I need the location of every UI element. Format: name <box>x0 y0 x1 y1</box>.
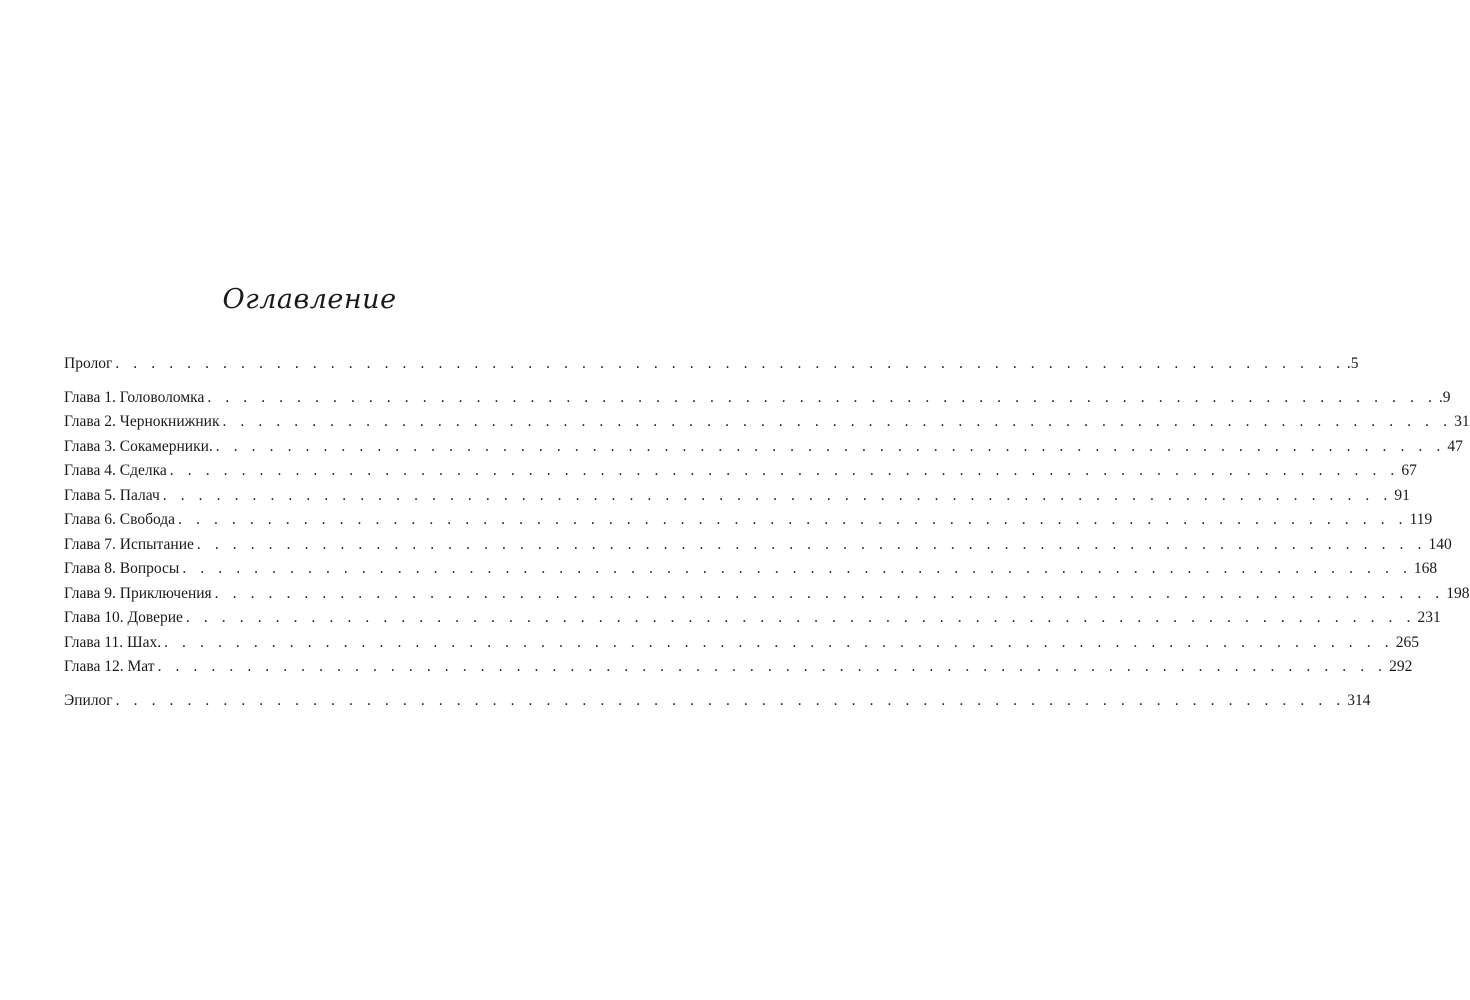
toc-entry-chapter-7 <box>64 533 1452 558</box>
toc-entry-page: 292 <box>1389 658 1413 675</box>
toc-dot-leader: . . . . . . . . . . . . . . . . . . . . . . . . . . . . . . . . . . . . . . . . . . . . . . . . . . . . . . . . . . . . . . . . . . . . . <box>115 691 1346 709</box>
toc-entry-page: 67 <box>1401 462 1417 479</box>
toc-dot-leader: . . . . . . . . . . . . . . . . . . . . . . . . . . . . . . . . . . . . . . . . . . . . . . . . . . . . . . . . . . . . . . . . . . . . . <box>162 486 1393 504</box>
toc-entry-chapter-1 <box>64 386 1451 411</box>
toc-dot-leader: . . . . . . . . . . . . . . . . . . . . . . . . . . . . . . . . . . . . . . . . . . . . . . . . . . . . . . . . . . . . . . . . . . . . . <box>222 413 1453 430</box>
toc-entry-label: Глава 4. Сделка <box>64 462 167 479</box>
toc-dot-leader: . . . . . . . . . . . . . . . . . . . . . . . . . . . . . . . . . . . . . . . . . . . . . . . . . . . . . . . . . . . . . . . . . . . . . <box>196 535 1427 553</box>
toc-entry-page: 91 <box>1394 486 1410 504</box>
toc-dot-leader: . . . . . . . . . . . . . . . . . . . . . . . . . . . . . . . . . . . . . . . . . . . . . . . . . . . . . . . . . . . . . . . . . . . . . <box>214 584 1445 602</box>
toc-entry-page: 265 <box>1395 633 1419 651</box>
toc-entry-label: Глава 12. Мат <box>64 658 155 675</box>
toc-dot-leader: . . . . . . . . . . . . . . . . . . . . . . . . . . . . . . . . . . . . . . . . . . . . . . . . . . . . . . . . . . . . . . . . . . . . . <box>185 609 1416 626</box>
table-of-contents <box>64 352 1470 713</box>
toc-entry-chapter-6 <box>64 508 1433 533</box>
toc-entry-page: 47 <box>1447 437 1463 455</box>
toc-entry-label: Глава 6. Свобода <box>64 511 176 528</box>
toc-dot-leader: . . . . . . . . . . . . . . . . . . . . . . . . . . . . . . . . . . . . . . . . . . . . . . . . . . . . . . . . . . . . . . . . . . . . . <box>182 560 1412 577</box>
toc-entry-label: Глава 1. Головоломка <box>64 388 205 406</box>
toc-entry-label: Глава 7. Испытание <box>64 535 194 553</box>
toc-dot-leader: . . . . . . . . . . . . . . . . . . . . . . . . . . . . . . . . . . . . . . . . . . . . . . . . . . . . . . . . . . . . . . . . . . . . . <box>207 388 1437 406</box>
toc-entry-chapter-4 <box>64 459 1417 484</box>
toc-dot-leader: . . . . . . . . . . . . . . . . . . . . . . . . . . . . . . . . . . . . . . . . . . . . . . . . . . . . . . . . . . . . . . . . . . . . . <box>115 355 1345 372</box>
toc-title: Оглавление <box>222 284 397 315</box>
toc-entry-label: Глава 2. Чернокнижник <box>64 413 220 430</box>
toc-entry-label: Глава 9. Приключения <box>64 584 212 602</box>
toc-entry-chapter-5 <box>64 484 1410 509</box>
toc-entry-label: Глава 11. Шах. <box>64 633 162 651</box>
toc-entry-chapter-11 <box>64 631 1419 656</box>
toc-entry-page: .9 <box>1438 388 1451 406</box>
toc-entry-label: Глава 5. Палач <box>64 486 160 504</box>
toc-dot-leader: . . . . . . . . . . . . . . . . . . . . . . . . . . . . . . . . . . . . . . . . . . . . . . . . . . . . . . . . . . . . . . . . . . . . . <box>157 658 1388 675</box>
toc-entry-chapter-2 <box>64 410 1470 435</box>
toc-entry-label: Глава 8. Вопросы <box>64 560 180 577</box>
toc-entry-label: Пролог <box>64 355 113 372</box>
toc-entry-label: Глава 3. Сокамерники. <box>64 437 213 455</box>
toc-dot-leader: . . . . . . . . . . . . . . . . . . . . . . . . . . . . . . . . . . . . . . . . . . . . . . . . . . . . . . . . . . . . . . . . . . . . . <box>178 511 1408 528</box>
toc-entry-page: 140 <box>1428 535 1452 553</box>
toc-entry-page: 31 <box>1454 413 1470 430</box>
toc-dot-leader: . . . . . . . . . . . . . . . . . . . . . . . . . . . . . . . . . . . . . . . . . . . . . . . . . . . . . . . . . . . . . . . . . . . . . <box>215 437 1446 455</box>
toc-entry-page: 198 <box>1446 584 1470 602</box>
toc-entry-prologue <box>64 352 1359 377</box>
toc-entry-page: 168 <box>1413 560 1438 577</box>
toc-entry-chapter-10 <box>64 606 1441 631</box>
toc-entry-chapter-12 <box>64 655 1413 680</box>
toc-entry-label: Эпилог <box>64 691 113 709</box>
toc-entry-label: Глава 10. Доверие <box>64 609 183 626</box>
toc-entry-page: 314 <box>1347 691 1371 709</box>
toc-entry-page: .5 <box>1346 355 1359 372</box>
toc-entry-chapter-9 <box>64 582 1470 607</box>
toc-entry-chapter-8 <box>64 557 1438 582</box>
toc-entry-chapter-3 <box>64 435 1463 460</box>
toc-entry-page: 231 <box>1417 609 1441 626</box>
toc-dot-leader: . . . . . . . . . . . . . . . . . . . . . . . . . . . . . . . . . . . . . . . . . . . . . . . . . . . . . . . . . . . . . . . . . . . . . <box>169 462 1400 479</box>
toc-entry-epilogue <box>64 689 1371 714</box>
toc-entry-page: 119 <box>1409 511 1433 528</box>
toc-dot-leader: . . . . . . . . . . . . . . . . . . . . . . . . . . . . . . . . . . . . . . . . . . . . . . . . . . . . . . . . . . . . . . . . . . . . . <box>164 633 1394 651</box>
